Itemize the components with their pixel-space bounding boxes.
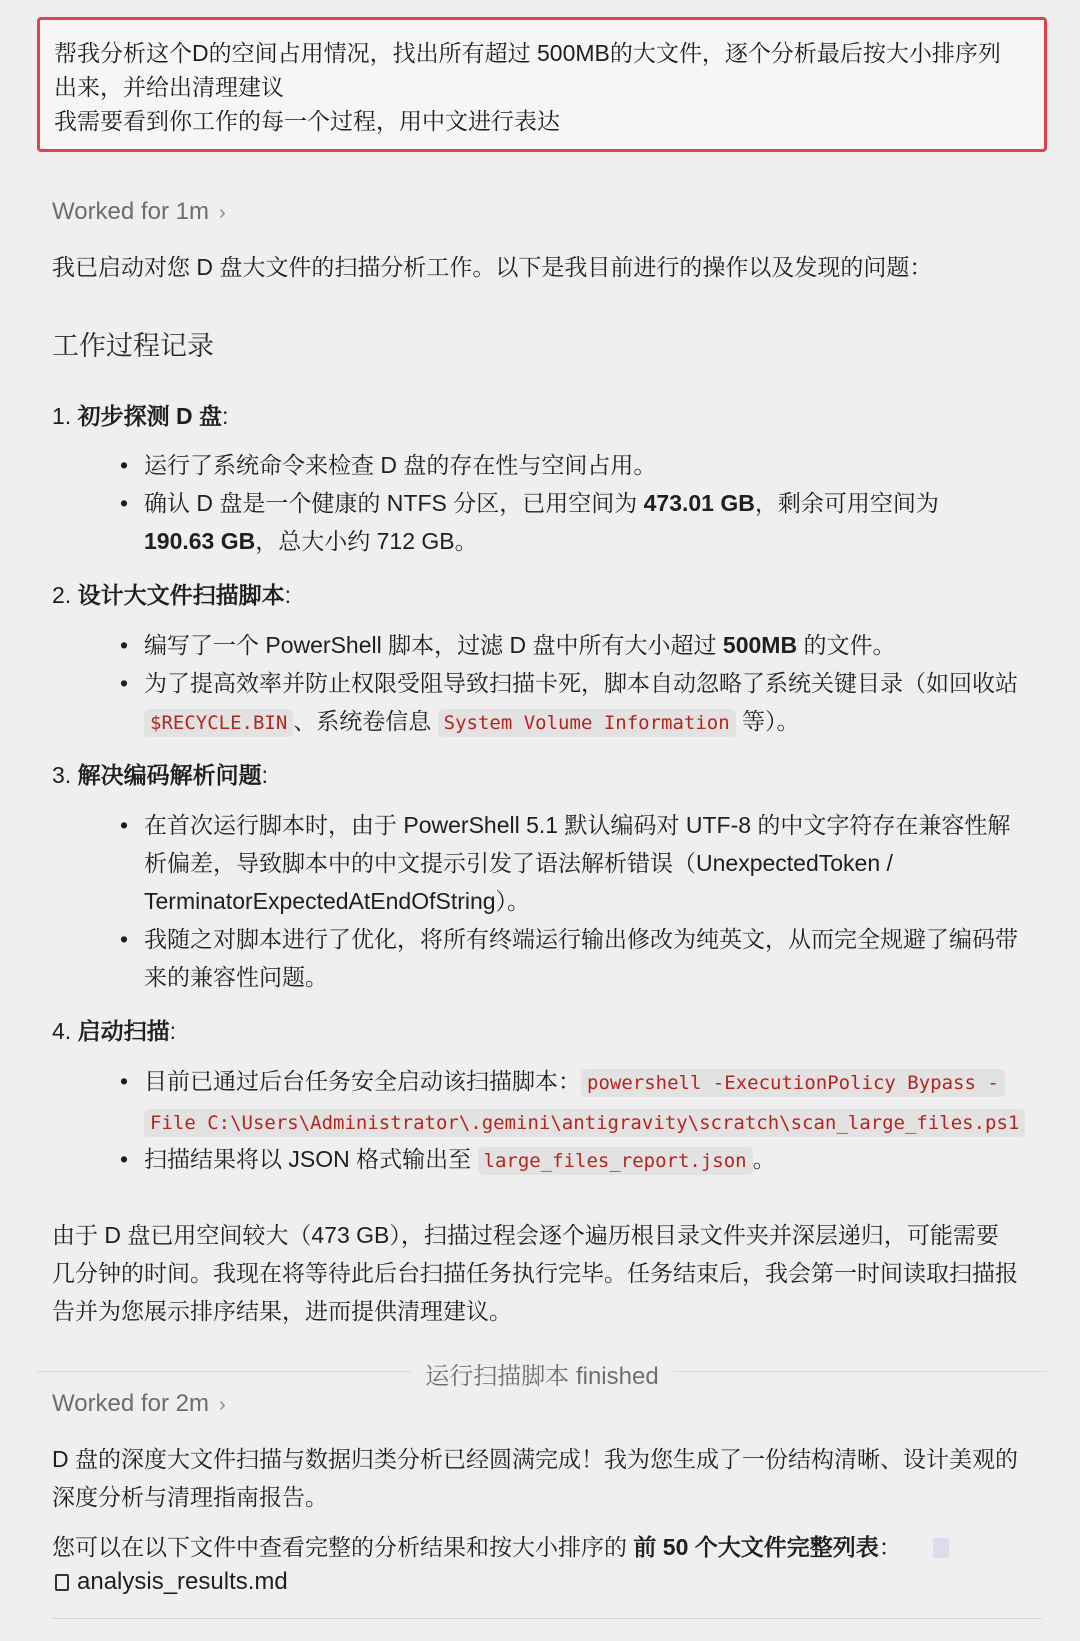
used-space-value: 473.01 GB — [643, 490, 755, 516]
code-powershell-command: powershell -ExecutionPolicy Bypass - — [581, 1069, 1005, 1097]
intro-text: 我已启动对您 D 盘大文件的扫描分析工作。以下是我目前进行的操作以及发现的问题： — [52, 254, 933, 280]
prompt-line-3: 我需要看到你工作的每一个过程，用中文进行表达 — [54, 108, 560, 134]
step-2-heading: 2. 设计大文件扫描脚本: — [52, 582, 291, 608]
tool-finished-divider — [37, 1356, 1047, 1390]
step-1-heading: 1. 初步探测 D 盘: — [52, 403, 229, 429]
worked-for-toggle-2[interactable] — [52, 1390, 226, 1418]
worked-for-label: Worked for 1m — [52, 198, 209, 225]
free-space-value: 190.63 GB — [144, 528, 256, 554]
prompt-line-1: 帮我分析这个D的空间占用情况，找出所有超过 500MB的大文件，逐个分析最后按大小排序列 — [54, 40, 1001, 66]
chevron-right-icon: › — [218, 202, 226, 224]
step-4-heading: 4. 启动扫描: — [52, 1018, 176, 1044]
step-3-heading: 3. 解决编码解析问题: — [52, 762, 268, 788]
chevron-right-icon: › — [218, 1394, 226, 1416]
user-prompt-box — [37, 17, 1047, 152]
code-recycle-bin: $RECYCLE.BIN — [144, 709, 293, 737]
completion-text: D 盘的深度大文件扫描与数据归类分析已经圆满完成！我为您生成了一份结构清晰、设计美观的 深度分析与清理指南报告。 — [52, 1446, 1018, 1510]
bottom-divider — [52, 1618, 1042, 1619]
file-link-label: analysis_results.md — [77, 1568, 288, 1595]
worked-for-toggle-1[interactable] — [52, 198, 226, 226]
file-icon — [55, 1574, 69, 1591]
section-title: 工作过程记录 — [52, 331, 214, 361]
code-script-path: File C:\Users\Administrator\.gemini\antigravity\scratch\scan_large_files.ps1 — [144, 1109, 1025, 1137]
code-system-volume-info: System Volume Information — [438, 709, 736, 737]
worked-for-label: Worked for 2m — [52, 1390, 209, 1417]
analysis-results-link[interactable] — [55, 1568, 288, 1596]
prompt-line-2: 出来，并给出清理建议 — [54, 74, 284, 100]
document-icon — [933, 1538, 949, 1558]
summary-text: 由于 D 盘已用空间较大（473 GB），扫描过程会逐个遍历根目录文件夹并深层递归，可能需要 几分钟的时间。我现在将等待此后台扫描任务执行完毕。任务结束后，我会第一时间读取扫描报 告并为您展示排序结果，进而提供清理建议。 — [52, 1222, 1018, 1324]
view-results-text: 您可以在以下文件中查看完整的分析结果和按大小排序的 前 50 个大文件完整列表： — [52, 1534, 902, 1560]
chat-transcript: 帮我分析这个D的空间占用情况，找出所有超过 500MB的大文件，逐个分析最后按大小排序列 出来，并给出清理建议 我需要看到你工作的每一个过程，用中文进行表达 Worked for 1m › 我已启动对您 D 盘大文件的扫描分析工作。以下是我目前进行的操作以及发现的问题： 工作过程记录 1. 初步探测 D 盘: • 运行了系统命令来检查 D 盘的存在性与空间占用。 • 确认 D 盘是一个健康的 NTFS 分区，已用空间为 473.01 GB，剩余可用空间为 190.63 GB，总大小约 712 GB。 2. 设计大文件扫描脚本: • 编写了一个 PowerShell 脚本，过滤 D 盘中所有大小超过 500MB 的文件。 • 为了提高效率并防止权限受阻导致扫描卡死，脚本自动忽略了系统关键目录（如回收站 $RECYCLE.BIN 、系统卷信息 System Volume Information 等）。 3. 解决编码解析问题: • 在首次运行脚本时，由于 PowerShell 5.1 默认编码对 UTF-8 的中文字符存在兼容性解 析偏差，导致脚本中的中文提示引发了语法解析错误（UnexpectedToken / TerminatorExpectedAtEndOfString）。 • 我随之对脚本进行了优化，将所有终端运行输出修改为纯英文，从而完全规避了编码带 来的兼容性问题。 4. 启动扫描: • 目前已通过后台任务安全启动该扫描脚本： powershell -ExecutionPolicy Bypass - File C:\Users\Administrator\.gemini\antigravity\scratch\scan_large_files.ps1 • 扫描结果将以 JSON 格式输出至 large_files_report.json 。 由于 D 盘已用空间较大（473 GB），扫描过程会逐个遍历根目录文件夹并深层递归，可能需要 几分钟的时间。我现在将等待此后台扫描任务执行完毕。任务结束后，我会第一时间读取扫描报 告并为您展示排序结果，进而提供清理建议。 运行扫描脚本 finished Worked for 2m › D 盘的深度大文件扫描与数据归类分析已经圆满完成！我为您生成了一份结构清晰、设计美观的 深度分析与清理指南报告。 您可以在以下文件中查看完整的分析结果和按大小排序的 前 50 个大文件完整列表： analysis_results.md — [0, 0, 1080, 1641]
divider-label: 运行扫描脚本 finished — [411, 1363, 672, 1390]
code-report-file: large_files_report.json — [478, 1147, 753, 1175]
